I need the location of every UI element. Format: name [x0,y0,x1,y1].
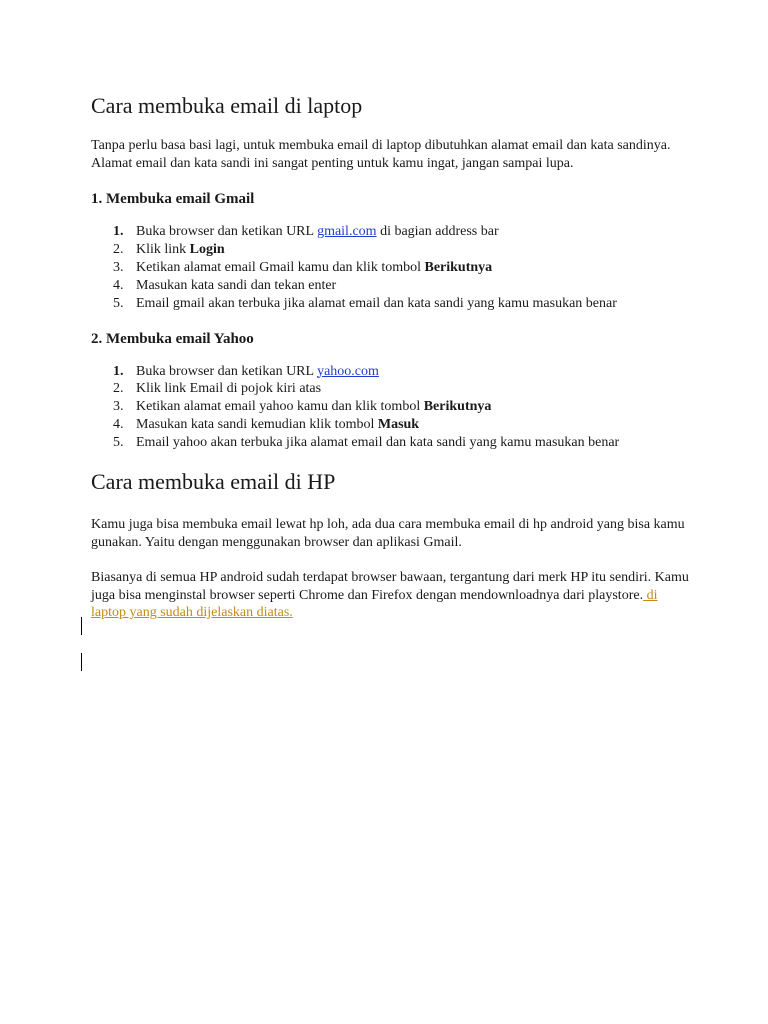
step-bold-text: Masuk [377,417,420,433]
list-item [113,363,691,381]
step-text: Email gmail akan terbuka jika alamat email dan kata sandi yang kamu masukan benar [136,295,617,311]
list-number: 1. [113,224,124,239]
list-item [113,241,691,259]
step-text: Buka browser dan ketikan URL [136,224,318,239]
step-text: Masukan kata sandi dan tekan enter [136,277,337,293]
list-item [113,295,691,313]
gmail-heading: 1. Membuka email Gmail [91,191,255,207]
gmail-steps-list [91,223,691,313]
step-bold-text: Login [189,241,225,257]
list-number: 4. [113,417,124,433]
step-text: Klik link Email di pojok kiri atas [136,381,322,397]
list-number: 5. [113,295,124,311]
step-bold-text: Berikutnya [424,259,493,275]
list-item [113,416,691,434]
list-number: 2. [113,381,124,397]
text-cursor-mark [81,653,82,671]
step-text: Klik link [136,241,190,257]
step-text: Email yahoo akan terbuka jika alamat email dan kata sandi yang kamu masukan benar [136,435,620,451]
list-item [113,223,691,241]
intro-paragraph: Tanpa perlu basa basi lagi, untuk membuka email di laptop dibutuhkan alamat email dan kata sandinya. Alamat email dan kata sandi ini sangat penting untuk kamu ingat, jangan sampai lupa. [91,138,671,171]
hp-paragraph-2 [91,569,691,622]
laptop-section-link[interactable]: di laptop yang sudah dijelaskan diatas. [91,587,658,621]
list-number: 2. [113,241,124,257]
step-text: Ketikan alamat email yahoo kamu dan klik tombol [136,399,424,415]
list-number: 1. [113,363,124,379]
section-title-laptop: Cara membuka email di laptop [91,93,363,118]
hp-paragraph-2-text: Biasanya di semua HP android sudah terdapat browser bawaan, tergantung dari merk HP itu sendiri. Kamu juga bisa menginstal browser seperti Chrome dan Firefox dengan mendownloadnya dari playstore. [91,570,689,603]
list-item [113,398,691,416]
list-item [113,259,691,277]
list-number: 5. [113,435,124,451]
gmail-link[interactable]: gmail.com [317,224,377,239]
list-number: 3. [113,259,124,275]
hp-paragraph-1: Kamu juga bisa membuka email lewat hp loh, ada dua cara membuka email di hp android yang bisa kamu gunakan. Yaitu dengan menggunakan browser dan aplikasi Gmail. [91,517,685,550]
yahoo-heading: 2. Membuka email Yahoo [91,330,254,347]
list-number: 4. [113,277,124,293]
text-cursor-mark [81,617,82,635]
step-bold-text: Berikutnya [423,399,492,415]
section-title-hp: Cara membuka email di HP [91,469,336,495]
list-item [113,380,691,398]
step-text: Buka browser dan ketikan URL [136,363,318,379]
list-item [113,434,691,452]
step-text: Masukan kata sandi kemudian klik tombol [136,417,378,433]
step-text: Ketikan alamat email Gmail kamu dan klik tombol [136,259,425,275]
yahoo-link[interactable]: yahoo.com [317,363,379,379]
list-item [113,277,691,295]
document-page [91,88,691,622]
step-text: di bagian address bar [376,224,499,239]
list-number: 3. [113,399,124,415]
yahoo-steps-list [91,363,691,453]
